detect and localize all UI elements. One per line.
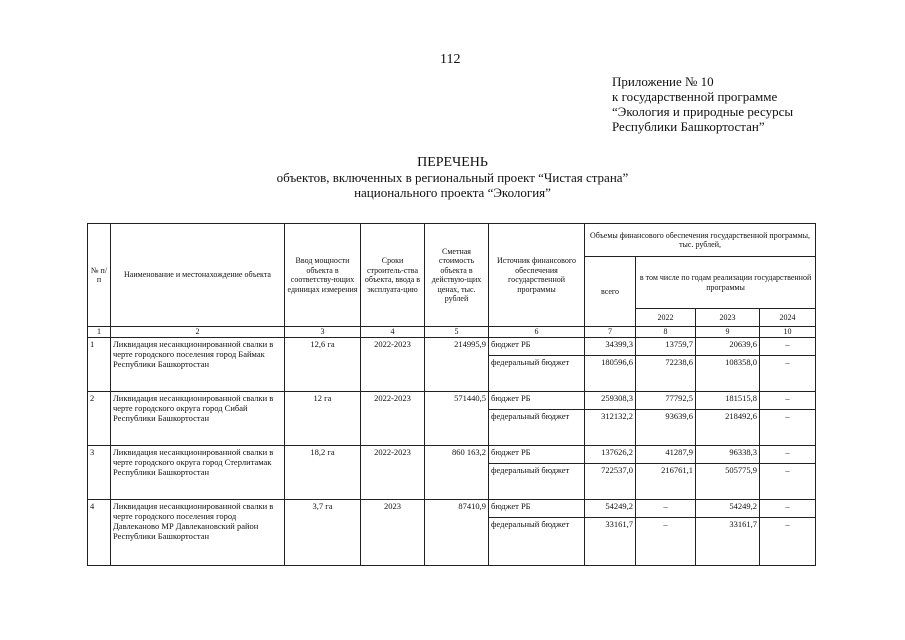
table-row [88,500,816,518]
row-2023: 20639,6 [696,338,760,356]
row-2024: – [760,392,816,410]
row-source: бюджет РБ [489,446,585,464]
row-name: Ликвидация несанкционированной свалки в черте городского округа город Сибай Республики Башкортостан [111,392,285,446]
row-total: 54249,2 [585,500,636,518]
row-2022: 41287,9 [636,446,696,464]
row-2023: 108358,0 [696,356,760,392]
header-num: № п/п [88,224,111,327]
row-total: 259308,3 [585,392,636,410]
table-row [88,392,816,410]
header-by-years: в том числе по годам реализации государственной программы [636,257,816,309]
appendix-line: к государственной программе [612,89,778,104]
row-source: бюджет РБ [489,338,585,356]
appendix-line: Республики Башкортостан” [612,119,765,134]
header-cost: Сметная стоимость объекта в действую-щих ценах, тыс. рублей [425,224,489,327]
title-line: объектов, включенных в региональный проект “Чистая страна” [276,170,629,185]
title-line: национального проекта “Экология” [354,185,551,200]
column-number: 5 [425,327,489,338]
row-2022: – [636,518,696,566]
row-total: 722537,0 [585,464,636,500]
row-capacity: 18,2 га [285,446,361,500]
column-number: 2 [111,327,285,338]
row-cost: 860 163,2 [425,446,489,500]
row-num: 4 [88,500,111,566]
row-name: Ликвидация несанкционированной свалки в черте городского поселения город Баймак Республики Башкортостан [111,338,285,392]
row-capacity: 3,7 га [285,500,361,566]
row-capacity: 12,6 га [285,338,361,392]
row-2024: – [760,338,816,356]
objects-table [87,223,816,566]
row-2024: – [760,464,816,500]
row-source: федеральный бюджет [489,518,585,566]
column-number: 10 [760,327,816,338]
row-2023: 54249,2 [696,500,760,518]
row-terms: 2022-2023 [361,392,425,446]
column-number: 3 [285,327,361,338]
header-total: всего [585,257,636,327]
row-2022: 72238,6 [636,356,696,392]
appendix-line: “Экология и природные ресурсы [612,104,794,119]
header-name: Наименование и местонахождение объекта [111,224,285,327]
row-2024: – [760,410,816,446]
row-total: 34399,3 [585,338,636,356]
row-2024: – [760,518,816,566]
row-source: федеральный бюджет [489,356,585,392]
row-terms: 2022-2023 [361,338,425,392]
row-name: Ликвидация несанкционированной свалки в черте городского округа город Стерлитамак Республики Башкортостан [111,446,285,500]
row-total: 312132,2 [585,410,636,446]
row-2023: 96338,3 [696,446,760,464]
column-number: 8 [636,327,696,338]
row-2022: 13759,7 [636,338,696,356]
column-number: 4 [361,327,425,338]
row-name: Ликвидация несанкционированной свалки в черте городского поселения город Давлеканово МР Давлекановский район Республики Башкортостан [111,500,285,566]
row-source: федеральный бюджет [489,410,585,446]
row-terms: 2022-2023 [361,446,425,500]
row-total: 180596,6 [585,356,636,392]
header-capacity: Ввод мощности объекта в соответству-ющих единицах измерения [285,224,361,327]
row-num: 2 [88,392,111,446]
header-year-2022: 2022 [636,309,696,327]
row-2022: – [636,500,696,518]
row-source: федеральный бюджет [489,464,585,500]
appendix-note [612,74,793,134]
row-source: бюджет РБ [489,500,585,518]
title-line: ПЕРЕЧЕНЬ [417,155,488,170]
row-2024: – [760,446,816,464]
row-total: 33161,7 [585,518,636,566]
row-2024: – [760,500,816,518]
table-row [88,338,816,356]
page-number: 112 [440,52,461,67]
row-cost: 571440,5 [425,392,489,446]
header-year-2023: 2023 [696,309,760,327]
row-capacity: 12 га [285,392,361,446]
row-num: 1 [88,338,111,392]
row-source: бюджет РБ [489,392,585,410]
row-total: 137626,2 [585,446,636,464]
header-terms: Сроки строитель-ства объекта, ввода в эксплуата-цию [361,224,425,327]
document-title [0,155,905,200]
row-2024: – [760,356,816,392]
header-funding: Объемы финансового обеспечения государственной программы, тыс. рублей, [585,224,816,257]
column-numbers-row [88,327,816,338]
header-source: Источник финансового обеспечения государственной программы [489,224,585,327]
table-row [88,446,816,464]
row-2022: 93639,6 [636,410,696,446]
column-number: 7 [585,327,636,338]
row-2023: 33161,7 [696,518,760,566]
row-terms: 2023 [361,500,425,566]
row-num: 3 [88,446,111,500]
row-2023: 505775,9 [696,464,760,500]
row-cost: 214995,9 [425,338,489,392]
row-2022: 77792,5 [636,392,696,410]
column-number: 1 [88,327,111,338]
row-2023: 218492,6 [696,410,760,446]
column-number: 6 [489,327,585,338]
header-year-2024: 2024 [760,309,816,327]
appendix-line: Приложение № 10 [612,74,714,89]
row-cost: 87410,9 [425,500,489,566]
column-number: 9 [696,327,760,338]
row-2023: 181515,8 [696,392,760,410]
row-2022: 216761,1 [636,464,696,500]
